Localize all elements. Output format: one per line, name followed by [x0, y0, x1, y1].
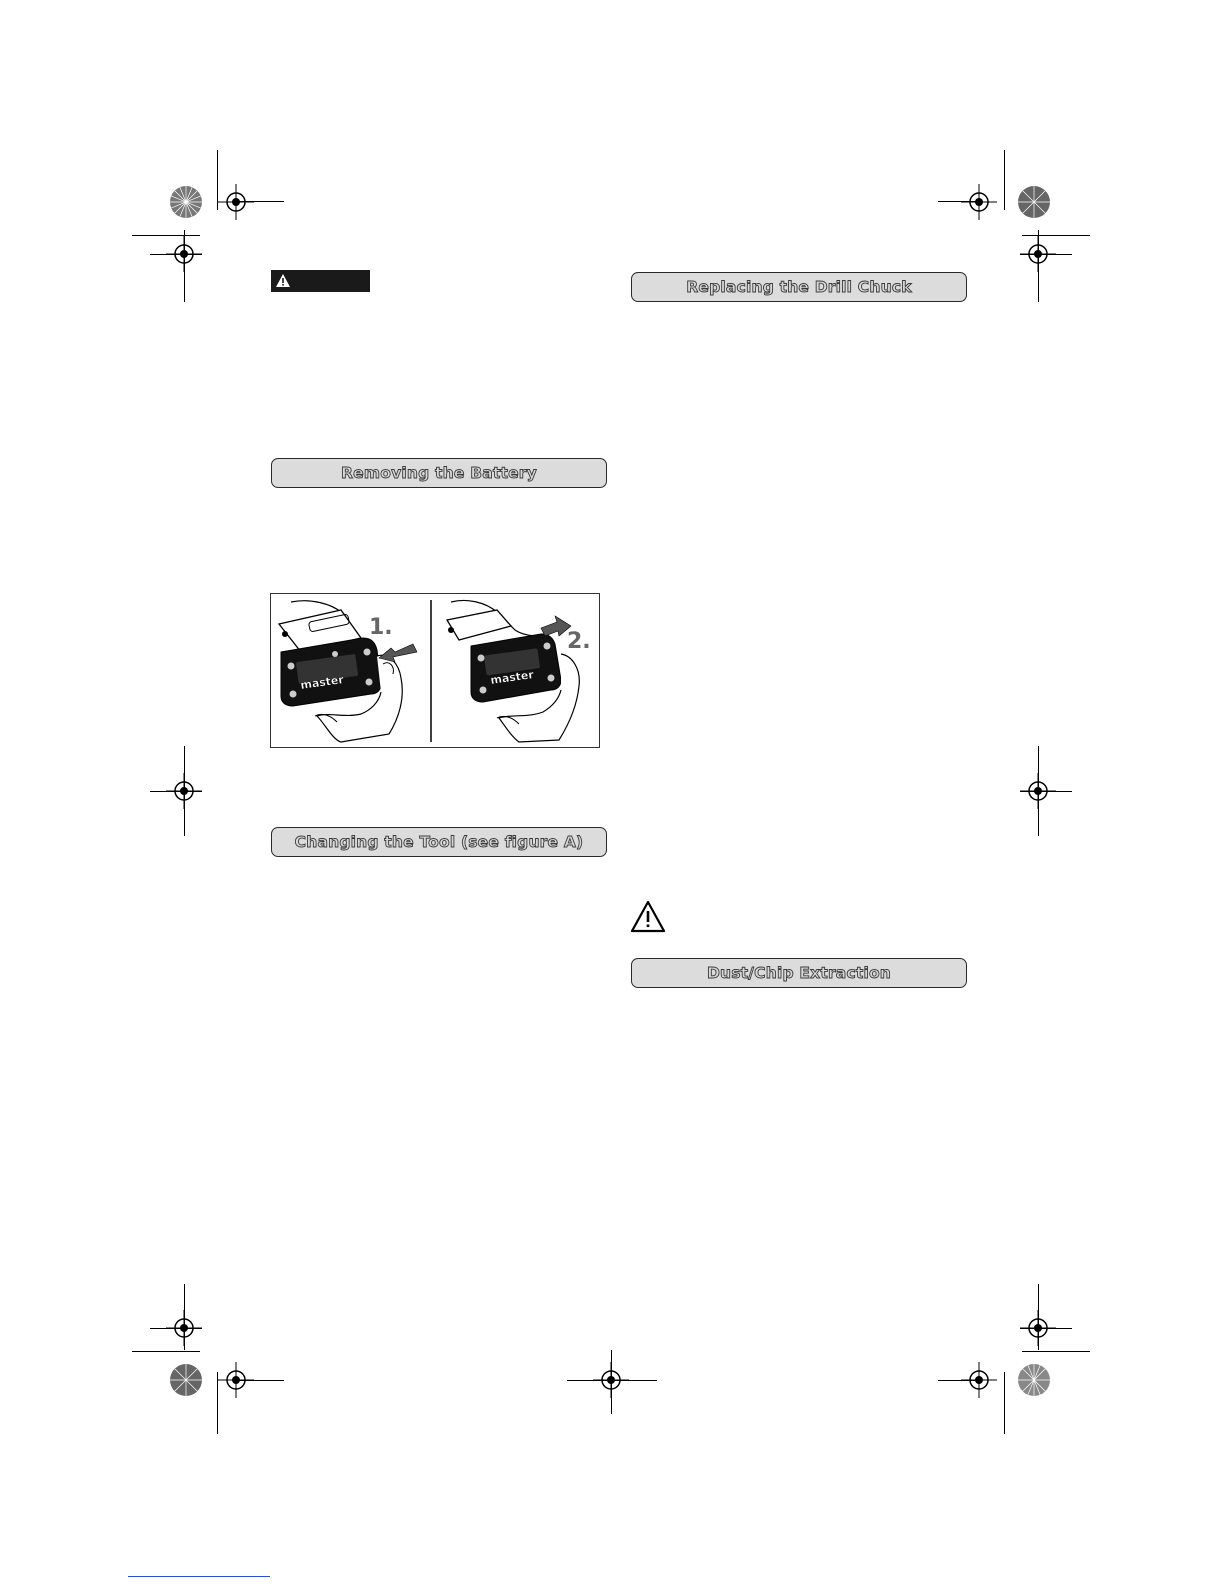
bottom-link-underline [128, 1576, 270, 1577]
step-1-label: 1. [369, 615, 393, 640]
warning-triangle-icon [275, 273, 291, 289]
crosshair-icon [961, 184, 997, 220]
section-heading-removing-battery [271, 458, 607, 488]
battery-removal-illustration [271, 594, 598, 746]
color-rosette-icon [1016, 184, 1052, 220]
warning-label-bar [271, 270, 370, 292]
section-heading-dust-extraction [631, 958, 967, 988]
heading-text: Replacing the Drill Chuck [686, 278, 912, 296]
section-heading-changing-tool [271, 827, 607, 857]
color-rosette-icon [168, 1362, 204, 1398]
heading-text: Dust/Chip Extraction [706, 964, 892, 982]
step-2-label: 2. [567, 629, 591, 654]
heading-text: Changing the Tool (see figure A) [294, 833, 584, 851]
caution-triangle-icon [630, 900, 666, 934]
battery-removal-figure [270, 593, 600, 748]
crosshair-icon [218, 184, 254, 220]
brand-logo-left: master [299, 673, 345, 692]
section-heading-replacing-chuck [631, 272, 967, 302]
color-rosette-icon [168, 184, 204, 220]
color-rosette-icon [1016, 1362, 1052, 1398]
brand-logo-right: master [489, 668, 535, 687]
heading-text: Removing the Battery [341, 464, 537, 482]
